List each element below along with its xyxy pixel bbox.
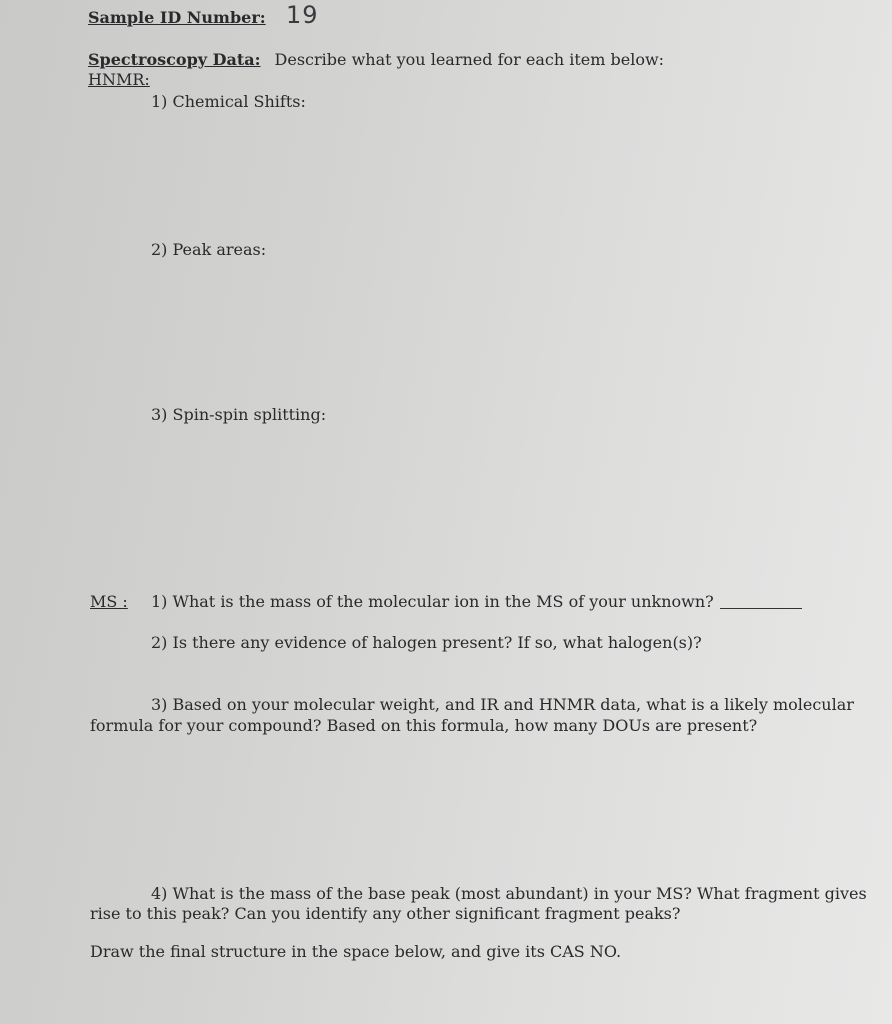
ms-question-1-answer-line xyxy=(720,608,802,609)
hnmr-item-peak-areas: 2) Peak areas: xyxy=(151,240,267,259)
ms-question-2: 2) Is there any evidence of halogen present? If so, what halogen(s)? xyxy=(151,633,702,652)
spectroscopy-instruction: Describe what you learned for each item below: xyxy=(274,50,665,69)
ms-label: MS : xyxy=(90,592,128,611)
ms-question-4-line-2: rise to this peak? Can you identify any other significant fragment peaks? xyxy=(90,904,681,923)
ms-question-1: 1) What is the mass of the molecular ion in the MS of your unknown? xyxy=(151,592,714,611)
hnmr-item-spin-splitting: 3) Spin-spin splitting: xyxy=(151,405,327,424)
spectroscopy-heading xyxy=(88,50,664,70)
sample-id-label: Sample ID Number: xyxy=(88,8,266,27)
ms-question-4-line-1: 4) What is the mass of the base peak (most abundant) in your MS? What fragment gives xyxy=(151,884,867,903)
hnmr-label: HNMR: xyxy=(88,70,150,89)
spectroscopy-label: Spectroscopy Data: xyxy=(88,50,261,69)
ms-question-3-line-2: formula for your compound? Based on this formula, how many DOUs are present? xyxy=(90,716,758,735)
sample-id-handwritten-value: 19 xyxy=(286,1,319,29)
hnmr-item-chemical-shifts: 1) Chemical Shifts: xyxy=(151,92,306,111)
final-structure-instruction: Draw the final structure in the space below, and give its CAS NO. xyxy=(90,942,622,961)
ms-question-3-line-1: 3) Based on your molecular weight, and IR and HNMR data, what is a likely molecular xyxy=(151,695,854,714)
